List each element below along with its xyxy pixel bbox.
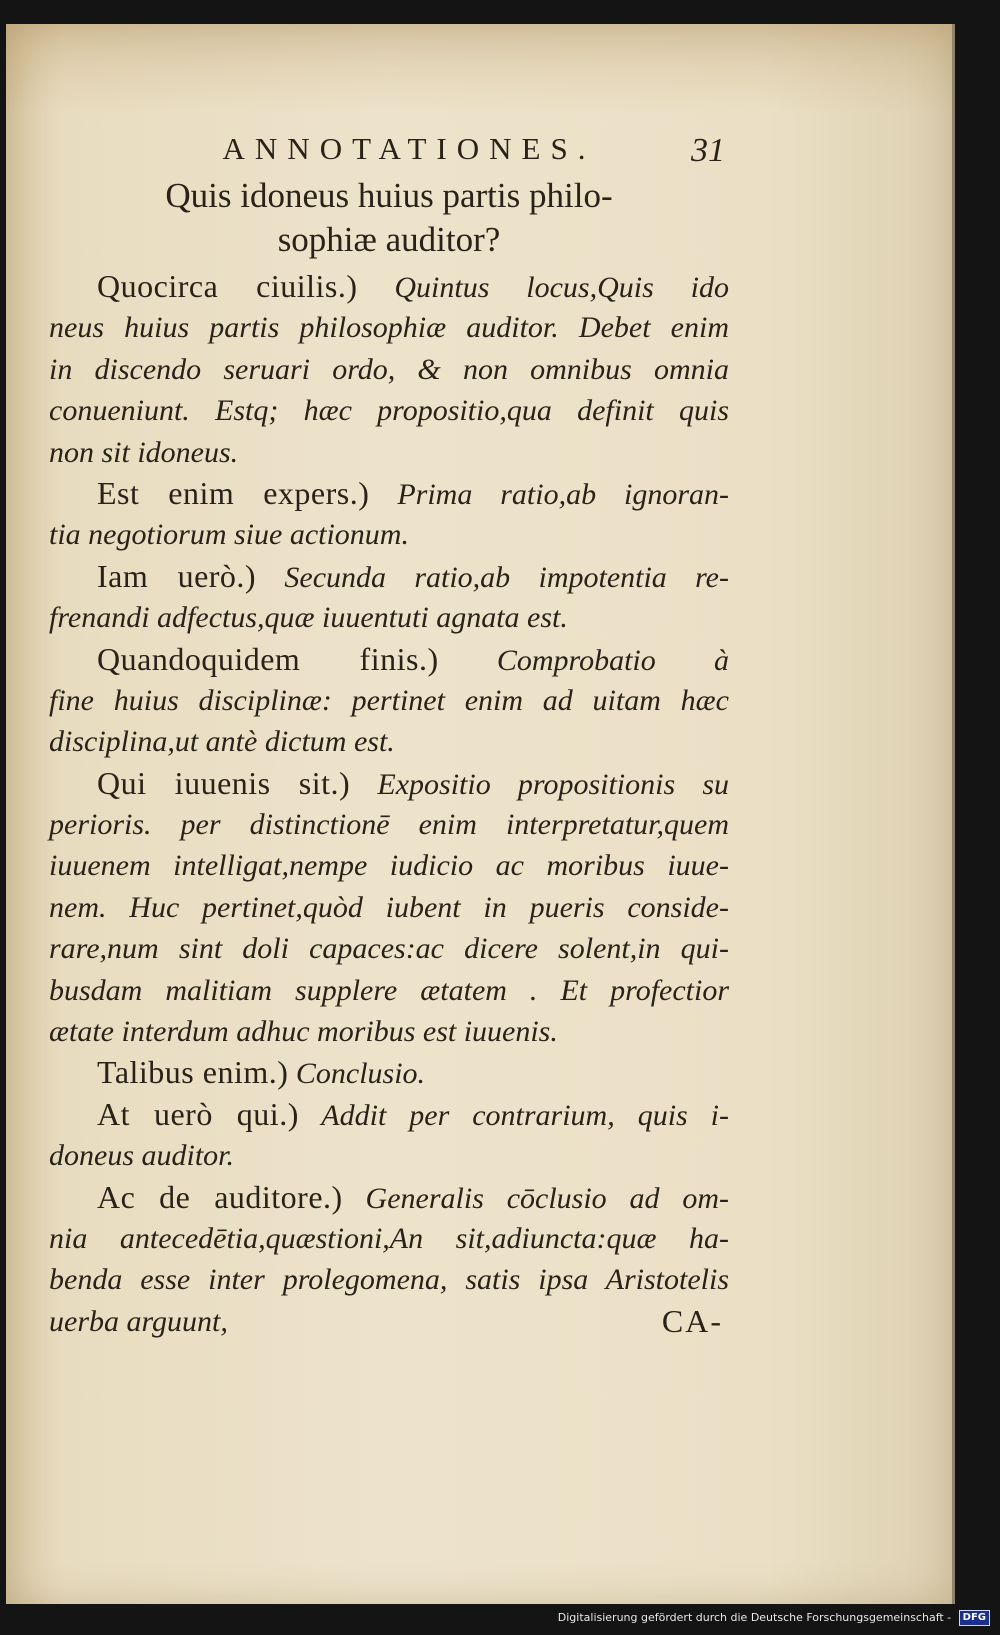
lemma: Qui iuuenis sit.) <box>97 764 351 801</box>
section-heading-line: Quis idoneus huius partis philo- <box>165 176 613 215</box>
lemma: Ac de auditore.) <box>97 1178 343 1215</box>
commentary-line: neus huius partis philosophiæ auditor. Debet enim <box>49 311 729 345</box>
commentary-line: perioris. per distinctionē enim interpretatur,quem <box>49 808 729 842</box>
commentary-line-with-catchword <box>49 1301 729 1342</box>
running-head <box>49 126 729 172</box>
paragraph-first-line <box>49 556 729 597</box>
paragraph-first-line <box>49 1094 729 1135</box>
annotation-paragraph <box>49 473 729 556</box>
commentary-line: nem. Huc pertinet,quòd iubent in pueris conside- <box>49 890 729 924</box>
annotation-paragraph <box>49 266 729 473</box>
catchword: CA- <box>661 1302 723 1339</box>
commentary-line: non sit idoneus. <box>49 435 239 469</box>
digitization-footer <box>558 1609 990 1627</box>
commentary-line: disciplina,ut antè dictum est. <box>49 725 395 759</box>
annotation-paragraph <box>49 763 729 1053</box>
section-heading-line: sophiæ auditor? <box>277 220 501 259</box>
commentary-line: busdam malitiam supplere ætatem . Et profectior <box>49 973 729 1007</box>
lemma: Est enim expers.) <box>97 474 370 511</box>
commentary-line: in discendo seruari ordo, & non omnibus omnia <box>49 352 729 386</box>
commentary-line: doneus auditor. <box>49 1139 235 1173</box>
lemma: Talibus enim.) <box>97 1054 289 1091</box>
commentary-line: rare,num sint doli capaces:ac dicere solent,in qui- <box>49 932 729 966</box>
commentary-line: nia antecedētia,quæstioni,An sit,adiuncta:quæ ha- <box>49 1221 729 1255</box>
page-text-block <box>49 126 729 1342</box>
dfg-logo: DFG <box>959 1610 990 1626</box>
commentary-line: ætate interdum adhuc moribus est iuuenis. <box>49 1015 558 1049</box>
annotation-paragraph <box>49 1177 729 1343</box>
commentary-text: Secunda ratio,ab impotentia re- <box>284 560 729 594</box>
page-number: 31 <box>691 132 725 169</box>
commentary-text: Quintus locus,Quis ido <box>394 271 729 304</box>
book-page <box>6 24 955 1604</box>
commentary-text: Conclusio. <box>295 1057 426 1091</box>
running-head-title: ANNOTATIONES. <box>222 131 596 166</box>
paragraph-first-line <box>49 1052 729 1093</box>
commentary-line: conueniunt. Estq; hæc propositio,qua definit quis <box>49 394 729 428</box>
lemma: Quandoquidem finis.) <box>97 640 439 677</box>
annotation-paragraph <box>49 1052 729 1093</box>
annotation-paragraph <box>49 556 729 639</box>
commentary-text: Expositio propositionis su <box>377 767 730 801</box>
commentary-line: benda esse inter prolegomena, satis ipsa Aristotelis <box>49 1263 729 1297</box>
commentary-text: Prima ratio,ab ignoran- <box>397 477 729 511</box>
commentary-text: uerba arguunt, <box>49 1304 228 1338</box>
section-heading <box>49 174 729 262</box>
lemma: Iam uerò.) <box>97 557 257 594</box>
paragraph-first-line <box>49 763 729 804</box>
commentary-line: iuuenem intelligat,nempe iudicio ac moribus iuue- <box>49 849 729 883</box>
paragraph-first-line <box>49 639 729 680</box>
commentary-line: tia negotiorum siue actionum. <box>49 518 409 552</box>
commentary-text: Generalis cōclusio ad om- <box>365 1181 730 1215</box>
paragraph-first-line <box>49 1177 729 1218</box>
annotation-paragraph <box>49 1094 729 1177</box>
commentary-line: fine huius disciplinæ: pertinet enim ad uitam hæc <box>49 683 729 717</box>
commentary-text: Comprobatio à <box>496 643 729 677</box>
paragraph-first-line <box>49 473 729 514</box>
paragraph-first-line <box>49 266 729 307</box>
footer-credit-text: Digitalisierung gefördert durch die Deutsche Forschungsgemeinschaft - <box>557 1611 952 1624</box>
lemma: At uerò qui.) <box>97 1095 299 1132</box>
lemma: Quocirca ciuilis.) <box>97 268 358 304</box>
annotation-paragraph <box>49 639 729 763</box>
commentary-text: Addit per contrarium, quis i- <box>321 1098 730 1132</box>
commentary-line: frenandi adfectus,quæ iuuentuti agnata est. <box>49 601 568 635</box>
